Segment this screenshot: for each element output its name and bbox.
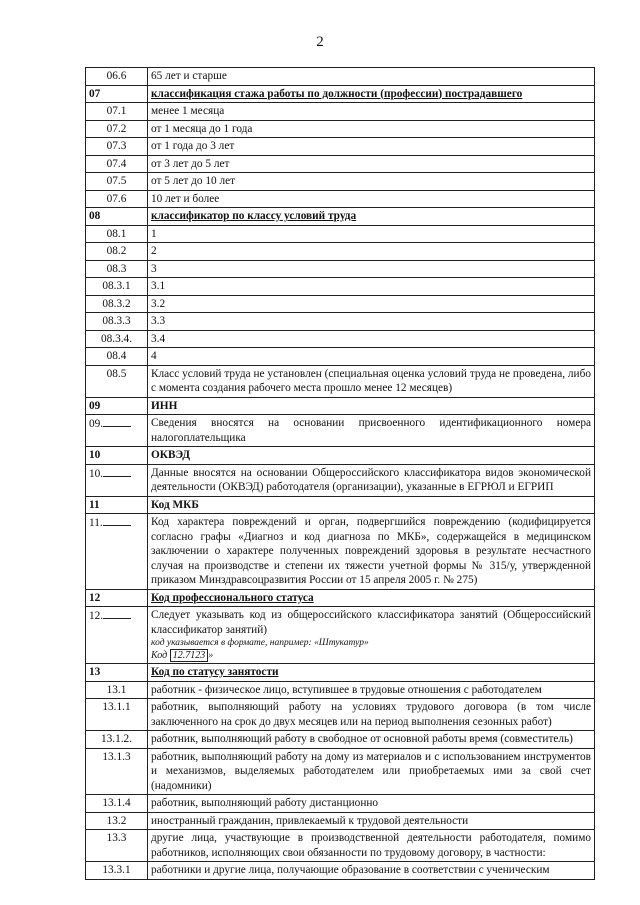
section-title: классификатор по классу условий труда bbox=[148, 208, 595, 226]
table-row bbox=[86, 138, 595, 156]
row-code: 13.1.2. bbox=[86, 731, 148, 749]
table-row bbox=[86, 190, 595, 208]
table-row bbox=[86, 748, 595, 795]
section-header-row bbox=[86, 397, 595, 415]
row-text: от 1 года до 3 лет bbox=[148, 138, 595, 156]
row-code: 08.1 bbox=[86, 225, 148, 243]
row-text: 3.3 bbox=[148, 313, 595, 331]
row-text: Класс условий труда не установлен (специальная оценка условий труда не проведена, либо с момента создания рабочего места прошло менее 12 месяцев) bbox=[148, 365, 595, 397]
table-row bbox=[86, 348, 595, 366]
section-code: 09 bbox=[86, 397, 148, 415]
row-text: менее 1 месяца bbox=[148, 103, 595, 121]
row-text: 3.2 bbox=[148, 295, 595, 313]
table-row bbox=[86, 243, 595, 261]
row-text: 4 bbox=[148, 348, 595, 366]
row-text: 1 bbox=[148, 225, 595, 243]
section-header-row bbox=[86, 208, 595, 226]
row-text: 3.4 bbox=[148, 330, 595, 348]
row-code: 08.3 bbox=[86, 260, 148, 278]
table-row bbox=[86, 464, 595, 496]
section-title: Код МКБ bbox=[148, 496, 595, 514]
page-number: 2 bbox=[316, 34, 324, 50]
row-text: Данные вносятся на основании Общероссийского классификатора видов экономической деятельности (ОКВЭД) работодателя (организации), указанные в ЕГРЮЛ и ЕГРИП bbox=[148, 464, 595, 496]
section-header-row bbox=[86, 447, 595, 465]
table-row bbox=[86, 260, 595, 278]
row-code-cell bbox=[86, 607, 148, 664]
row-text: Код характера повреждений и орган, подвергшийся повреждению (кодифицируется согласно графы «Диагноз и код диагноза по МКБ», содержащейся в медицинском заключении о характере полученных повреждений здоровья в результате несчастного случая на производстве и степени их тяжести учетной формы № 315/у, утвержденной приказом Минздравсоцразвития России от 15 апреля 2005 г. № 275) bbox=[148, 514, 595, 590]
row-code: 10. bbox=[89, 467, 104, 480]
row-code: 13.3 bbox=[86, 830, 148, 862]
code-example bbox=[151, 649, 591, 662]
row-code-cell bbox=[86, 464, 148, 496]
row-text-cell bbox=[148, 607, 595, 664]
table-row bbox=[86, 173, 595, 191]
row-code: 13.2 bbox=[86, 812, 148, 830]
row-text: работник, выполняющий работу в свободное от основной работы время (совместитель) bbox=[148, 731, 595, 749]
row-text: Следует указывать код из общероссийского классификатора занятий (Общероссийский классификатор занятий) bbox=[151, 609, 591, 636]
row-text: иностранный гражданин, привлекаемый к трудовой деятельности bbox=[148, 812, 595, 830]
row-text: работник, выполняющий работу дистанционно bbox=[148, 795, 595, 813]
table-row bbox=[86, 278, 595, 296]
row-text: Сведения вносятся на основании присвоенного идентификационного номера налогоплательщика bbox=[148, 415, 595, 447]
blank-line bbox=[103, 416, 131, 427]
row-code: 13.1.4 bbox=[86, 795, 148, 813]
table-row bbox=[86, 365, 595, 397]
table-row bbox=[86, 681, 595, 699]
table-row bbox=[86, 862, 595, 880]
table-row bbox=[86, 225, 595, 243]
row-code: 07.1 bbox=[86, 103, 148, 121]
section-code: 07 bbox=[86, 85, 148, 103]
table-row bbox=[86, 731, 595, 749]
row-code: 07.4 bbox=[86, 155, 148, 173]
row-text: работник, выполняющий работу на условиях трудового договора (в том числе заключенного на срок до двух месяцев или на период выполнения сезонных работ) bbox=[148, 699, 595, 731]
code-suffix: » bbox=[208, 650, 214, 661]
row-code: 07.2 bbox=[86, 120, 148, 138]
row-code: 07.5 bbox=[86, 173, 148, 191]
section-code: 10 bbox=[86, 447, 148, 465]
section-title: ИНН bbox=[148, 397, 595, 415]
code-label: Код bbox=[151, 650, 168, 661]
table-row bbox=[86, 155, 595, 173]
table-row bbox=[86, 103, 595, 121]
section-header-row bbox=[86, 664, 595, 682]
row-text: работники и другие лица, получающие образование в соответствии с ученическим bbox=[148, 862, 595, 880]
row-code: 08.3.4. bbox=[86, 330, 148, 348]
row-code: 07.3 bbox=[86, 138, 148, 156]
table-row bbox=[86, 295, 595, 313]
row-code: 08.3.1 bbox=[86, 278, 148, 296]
table-row bbox=[86, 830, 595, 862]
row-code: 13.1.1 bbox=[86, 699, 148, 731]
row-code: 08.5 bbox=[86, 365, 148, 397]
table-row bbox=[86, 68, 595, 86]
section-title: Код профессионального статуса bbox=[148, 589, 595, 607]
table-row bbox=[86, 313, 595, 331]
code-value-box: 12.7123 bbox=[170, 649, 209, 662]
row-code: 06.6 bbox=[86, 68, 148, 86]
row-code: 13.1 bbox=[86, 681, 148, 699]
row-code: 11. bbox=[89, 517, 103, 529]
row-code: 08.2 bbox=[86, 243, 148, 261]
table-row bbox=[86, 330, 595, 348]
classifier-table bbox=[85, 67, 595, 880]
section-code: 12 bbox=[86, 589, 148, 607]
table-row bbox=[86, 607, 595, 664]
section-header-row bbox=[86, 85, 595, 103]
row-code: 07.6 bbox=[86, 190, 148, 208]
row-code: 13.3.1 bbox=[86, 862, 148, 880]
table-row bbox=[86, 514, 595, 590]
row-code: 13.1.3 bbox=[86, 748, 148, 795]
format-note: код указывается в формате, например: «Штукатур» bbox=[151, 638, 369, 648]
row-text: работник, выполняющий работу на дому из материалов и с использованием инструментов и механизмов, выделяемых работодателем или приобретаемых ими за свой счет (надомники) bbox=[148, 748, 595, 795]
section-code: 13 bbox=[86, 664, 148, 682]
section-title: Код по статусу занятости bbox=[148, 664, 595, 682]
row-text: 10 лет и более bbox=[148, 190, 595, 208]
row-text: работник - физическое лицо, вступившее в трудовые отношения с работодателем bbox=[148, 681, 595, 699]
row-code: 08.3.2 bbox=[86, 295, 148, 313]
table-row bbox=[86, 699, 595, 731]
row-code: 08.3.3 bbox=[86, 313, 148, 331]
row-text: от 1 месяца до 1 года bbox=[148, 120, 595, 138]
row-text: 2 bbox=[148, 243, 595, 261]
section-code: 11 bbox=[86, 496, 148, 514]
row-text: от 3 лет до 5 лет bbox=[148, 155, 595, 173]
blank-line bbox=[103, 515, 131, 526]
section-header-row bbox=[86, 496, 595, 514]
table-row bbox=[86, 120, 595, 138]
row-text: 65 лет и старше bbox=[148, 68, 595, 86]
section-code: 08 bbox=[86, 208, 148, 226]
section-title: ОКВЭД bbox=[148, 447, 595, 465]
row-code-cell bbox=[86, 514, 148, 590]
section-header-row bbox=[86, 589, 595, 607]
row-text: 3 bbox=[148, 260, 595, 278]
table-row bbox=[86, 812, 595, 830]
row-code: 08.4 bbox=[86, 348, 148, 366]
row-code: 09. bbox=[89, 418, 104, 430]
blank-line bbox=[103, 466, 131, 477]
blank-line bbox=[103, 608, 131, 619]
section-title: классификация стажа работы по должности (профессии) пострадавшего bbox=[148, 85, 595, 103]
table-row bbox=[86, 795, 595, 813]
row-code-cell bbox=[86, 415, 148, 447]
row-text: другие лица, участвующие в производственной деятельности работодателя, помимо работников, исполняющих свои обязанности по трудовому договору, в частности: bbox=[148, 830, 595, 862]
row-text: 3.1 bbox=[148, 278, 595, 296]
row-code: 12. bbox=[89, 610, 104, 622]
row-text: от 5 лет до 10 лет bbox=[148, 173, 595, 191]
table-row bbox=[86, 415, 595, 447]
